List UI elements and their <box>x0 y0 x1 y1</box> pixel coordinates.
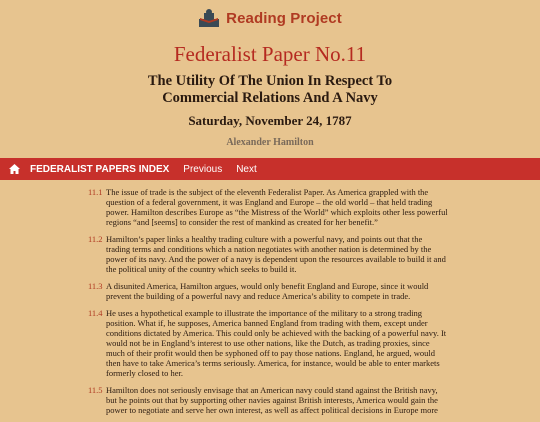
paragraph-11-4 <box>88 308 448 378</box>
federalist-index-link[interactable]: FEDERALIST PAPERS INDEX <box>30 163 170 175</box>
navigation-bar <box>0 158 540 180</box>
paragraph-11-5 <box>88 385 448 415</box>
paragraph-text: The issue of trade is the subject of the eleventh Federalist Paper. As America grappled with the question of a federal government, it was England and Europe – the old world – that held trading power. Hamilton describes Europe as “the Mistress of the World” which exploits other less powerful regions “and [seems] to consider the rest of mankind as created for her benefit.” <box>106 187 448 227</box>
author-name: Alexander Hamilton <box>226 137 314 148</box>
publication-date: Saturday, November 24, 1787 <box>188 113 352 128</box>
page-title: Federalist Paper No.11 <box>173 42 367 66</box>
paragraph-11-1 <box>88 187 448 227</box>
paragraph-number: 11.1 <box>88 187 103 197</box>
paragraph-text: He uses a hypothetical example to illustrate the importance of the military to a strong trading position. What if, he supposes, America banned England from trading with them, except under conditions dictated by America. This could only be achieved with the backing of a powerful navy. It would not be in England’s interest to use other nations, like the Dutch, as trading proxies, since much of their profit would then be syphoned off to pay those nations. England, he argued, would then have to take America’s terms seriously. America, for instance, would be able to enter markets formerly closed to her. <box>106 308 447 378</box>
paragraph-number: 11.4 <box>88 308 103 318</box>
paragraph-number: 11.2 <box>88 234 103 244</box>
logo-text: Reading Project <box>226 9 342 27</box>
page-subtitle: The Utility Of The Union In Respect To Commercial Relations And A Navy <box>147 73 393 106</box>
paragraph-number: 11.5 <box>88 385 103 395</box>
previous-link[interactable]: Previous <box>183 163 223 175</box>
next-link[interactable]: Next <box>236 163 257 175</box>
home-icon[interactable] <box>3 158 25 180</box>
paragraph-number: 11.3 <box>88 281 103 291</box>
paragraph-11-2 <box>88 234 448 274</box>
paragraph-11-3 <box>88 281 448 301</box>
article-content <box>88 187 448 422</box>
paragraph-text: Hamilton’s paper links a healthy trading culture with a powerful navy, and points out that the trading terms and conditions which a nation negotiates with another nation is determined by the power of its navy. And the power of a navy is dependent upon the resources available to build it and the political unity of the country which seeks to build it. <box>106 234 446 274</box>
site-logo[interactable] <box>0 8 540 28</box>
book-reader-logo-icon <box>198 8 220 28</box>
paragraph-text: Hamilton does not seriously envisage that an American navy could stand against the British navy, but he points out that by supporting other navies against British interests, America would gain the power to negotiate and serve her own interest, as well as affect political decisions in Europe more <box>106 385 438 415</box>
paragraph-text: A disunited America, Hamilton argues, would only benefit England and Europe, since it would prevent the building of a powerful navy and reduce America’s ability to compete in trade. <box>106 281 429 301</box>
